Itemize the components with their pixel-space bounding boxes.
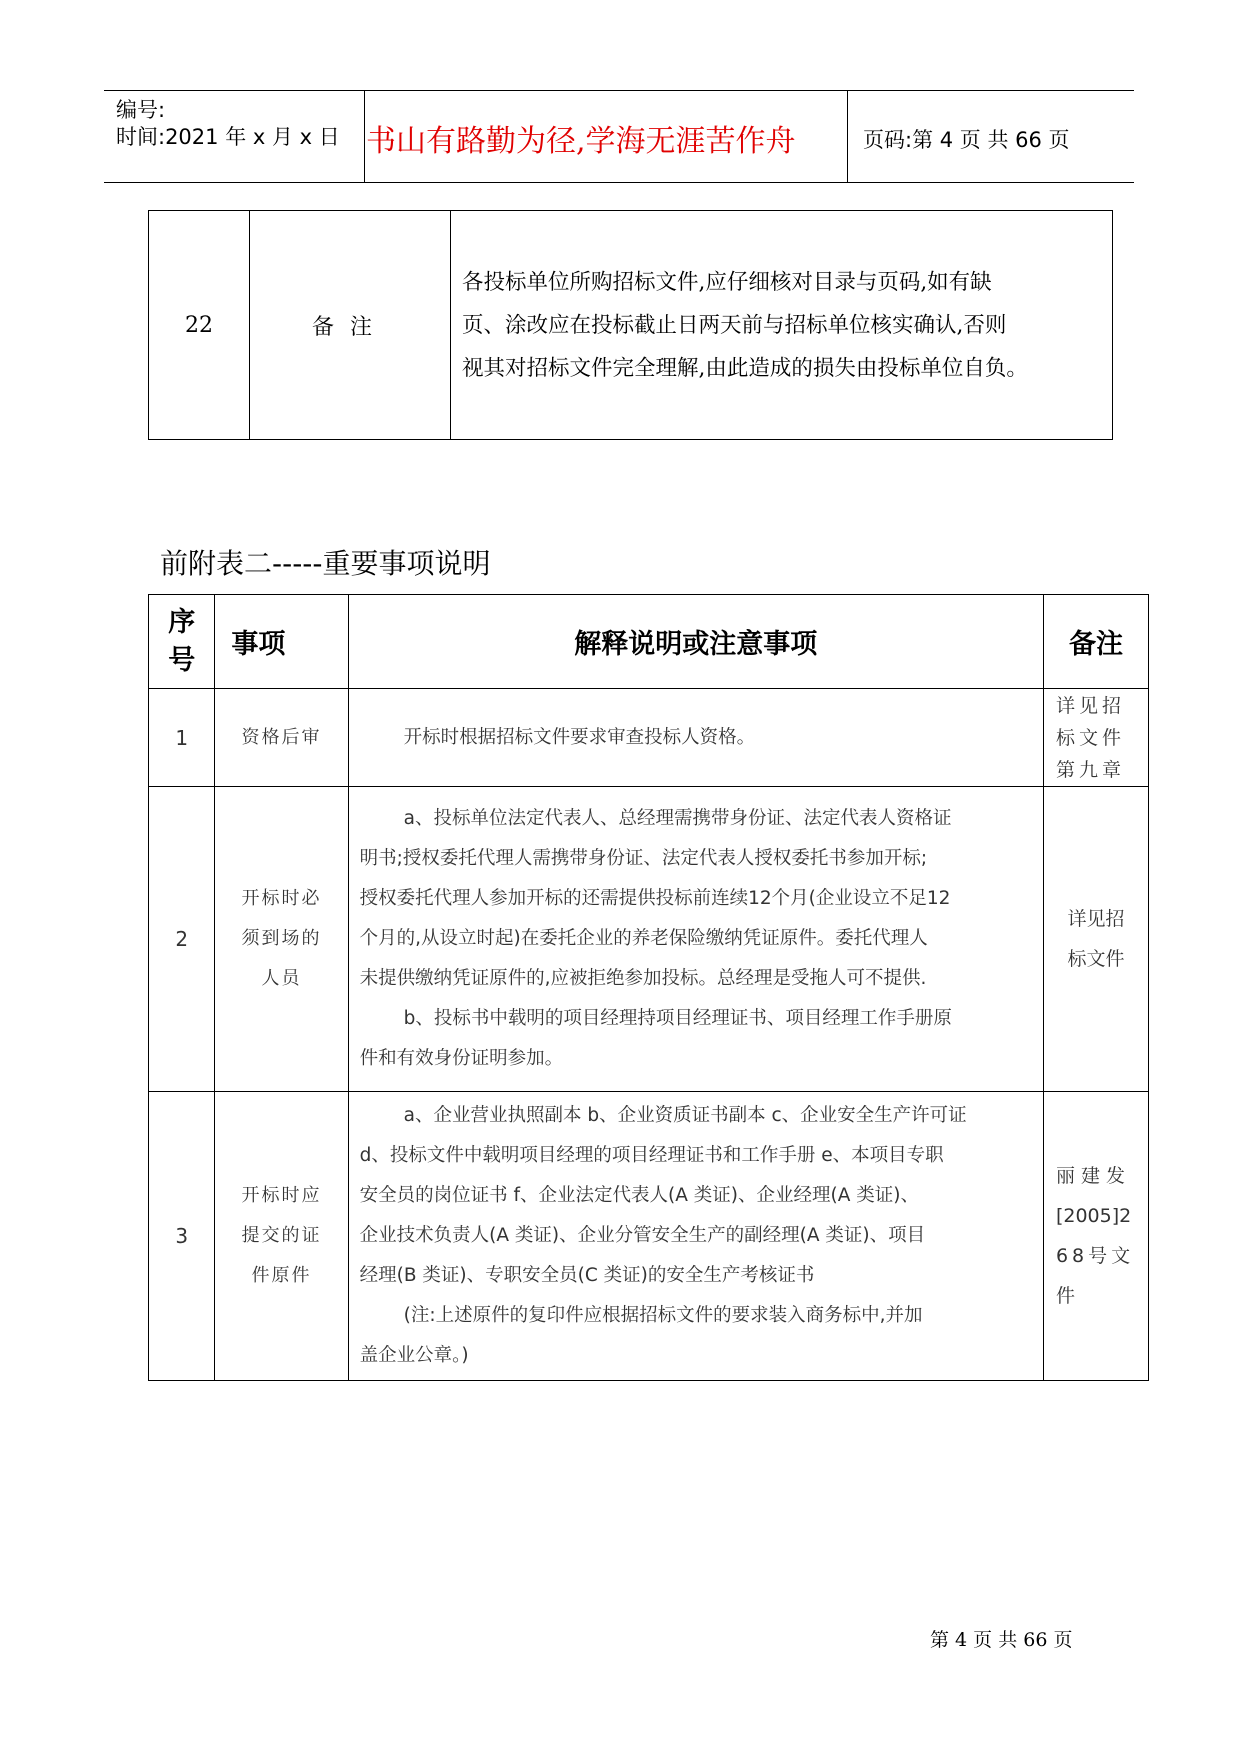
header-divider-right: [847, 90, 848, 182]
row-item-name: [215, 787, 348, 1092]
remark-line: 68号文: [1055, 1245, 1135, 1267]
desc-line: 明书;授权委托代理人需携带身份证、法定代表人授权委托书参加开标;: [359, 848, 928, 869]
desc-line: a、企业营业执照副本 b、企业资质证书副本 c、企业安全生产许可证: [403, 1105, 967, 1126]
desc-line: 开标时根据招标文件要求审查投标人资格。: [403, 726, 756, 748]
item-name-line: 件原件: [251, 1265, 312, 1286]
desc-line: 企业技术负责人(A 类证)、企业分管安全生产的副经理(A 类证)、项目: [359, 1225, 926, 1246]
remark-line: 详见招: [1067, 908, 1125, 930]
desc-line: a、投标单位法定代表人、总经理需携带身份证、法定代表人资格证: [403, 808, 952, 829]
page-footer: 第 4 页 共 66 页: [930, 1629, 1073, 1651]
desc-line: 个月的,从设立时起)在委托企业的养老保险缴纳凭证原件。委托代理人: [359, 928, 928, 949]
desc-line: (注:上述原件的复印件应根据招标文件的要求装入商务标中,并加: [403, 1305, 923, 1326]
item-name-line: 开标时应: [241, 1185, 322, 1206]
row-description: [451, 211, 1113, 440]
table-row: [149, 689, 1149, 787]
desc-line: d、投标文件中载明项目经理的项目经理证书和工作手册 e、本项目专职: [359, 1145, 944, 1166]
desc-line: 授权委托代理人参加开标的还需提供投标前连续12个月(企业设立不足12: [359, 888, 951, 909]
row-item-name: 备注: [250, 211, 451, 440]
header-motto: 书山有路勤为径,学海无涯苦作舟: [366, 124, 796, 159]
remark-line: [2005]2: [1055, 1205, 1132, 1227]
row-remark: [1043, 689, 1148, 787]
row-description: [348, 689, 1043, 787]
desc-line: 未提供缴纳凭证原件的,应被拒绝参加投标。总经理是受拖人可不提供.: [359, 968, 927, 989]
row-remark: [1043, 1092, 1148, 1381]
doc-number-label: 编号:: [116, 98, 166, 122]
row-description: [348, 1092, 1043, 1381]
row-number: 3: [149, 1092, 215, 1381]
desc-line: 视其对招标文件完全理解,由此造成的损失由投标单位自负。: [462, 355, 1028, 381]
row-description: [348, 787, 1043, 1092]
item-name-line: 提交的证: [241, 1225, 322, 1246]
row-number: 2: [149, 787, 215, 1092]
row-number: 22: [149, 211, 250, 440]
important-items-table: [148, 594, 1149, 1381]
table-row: [149, 787, 1149, 1092]
header-seq: [149, 595, 215, 689]
header-item: 事项: [215, 595, 348, 689]
notes-table: [148, 210, 1113, 440]
desc-line: 件和有效身份证明参加。: [359, 1048, 564, 1069]
desc-line: 盖企业公章。): [359, 1345, 469, 1366]
row-item-name: 资格后审: [215, 689, 348, 787]
remark-line: 丽建发: [1055, 1165, 1131, 1187]
row-number: 1: [149, 689, 215, 787]
desc-line: 各投标单位所购招标文件,应仔细核对目录与页码,如有缺: [462, 269, 992, 295]
header-top-rule: [104, 90, 1134, 91]
header-bottom-rule: [104, 182, 1134, 183]
header-seq-label: 序号: [168, 606, 196, 676]
item-name-line: 须到场的: [241, 928, 322, 949]
header-divider-left: [364, 90, 365, 182]
remark-text: 详见招标文件第九章: [1055, 694, 1125, 781]
desc-line: 安全员的岗位证书 f、企业法定代表人(A 类证)、企业经理(A 类证)、: [359, 1185, 919, 1206]
table-row: [149, 211, 1113, 440]
row-item-name: [215, 1092, 348, 1381]
item-name-line: 人员: [261, 968, 302, 989]
table-header-row: [149, 595, 1149, 689]
section-title: 前附表二-----重要事项说明: [160, 547, 491, 580]
doc-time-label: 时间:2021 年 x 月 x 日: [116, 125, 340, 149]
item-name-line: 开标时必: [241, 888, 322, 909]
header-explanation: 解释说明或注意事项: [348, 595, 1043, 689]
remark-line: 件: [1055, 1285, 1075, 1307]
desc-line: b、投标书中载明的项目经理持项目经理证书、项目经理工作手册原: [403, 1008, 952, 1029]
page-indicator: 页码:第 4 页 共 66 页: [863, 128, 1070, 152]
desc-line: 页、涂改应在投标截止日两天前与招标单位核实确认,否则: [462, 312, 1007, 338]
row-remark: [1043, 787, 1148, 1092]
remark-line: 标文件: [1067, 948, 1125, 970]
table-row: [149, 1092, 1149, 1381]
header-remark: 备注: [1043, 595, 1148, 689]
desc-line: 经理(B 类证)、专职安全员(C 类证)的安全生产考核证书: [359, 1265, 815, 1286]
